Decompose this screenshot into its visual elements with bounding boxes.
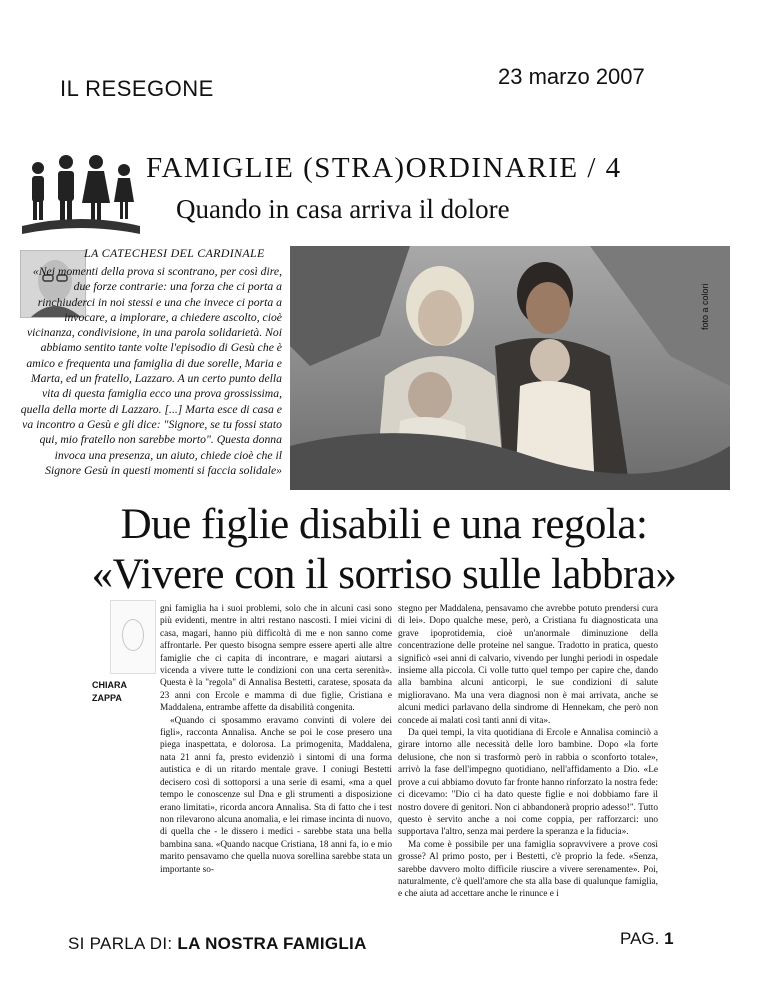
page-number-value: 1	[664, 929, 674, 948]
author-photo	[110, 600, 156, 674]
footer-topic	[68, 934, 367, 954]
author-last-name: ZAPPA	[92, 693, 122, 703]
article-paragraph: stegno per Maddalena, pensavamo che avrebbe potuto prendersi cura di lei». Dopo qualche mese, però, a Cristiana fu diagnosticata una grave ipoprotidemia, cioè un'anormale diminuzione della concentrazione delle proteine nel sangue. Tradotto in pratica, questo significò «sei anni di calvario, vivendo per lunghi periodi in ospedale insieme alla piccola. Ci volle tutto quel tempo per capire che, dando alla bambina alcuni anticorpi, le sue condizioni di salute miglioravano. Ma una vera diagnosi non è mai arrivata, anche se alcuni medici parlavano della sindrome di Hennekam, che però non concede ai malati così tanti anni di vita».	[398, 604, 658, 726]
article-column-1	[160, 603, 392, 876]
section-subtitle: Quando in casa arriva il dolore	[176, 194, 510, 224]
photo-credit: foto a colori	[700, 283, 710, 330]
family-logo-icon	[18, 152, 144, 238]
section-title: FAMIGLIE (STRA)ORDINARIE / 4	[146, 152, 622, 184]
article-paragraph: Da quei tempi, la vita quotidiana di Ercole e Annalisa cominciò a girare intorno alle necessità delle loro bambine. Dopo «la forte delusione, che non si trasformò però in rabbia o sconforto totale», arrivò la fase dell'impegno quotidiano, nell'affidamento a Dio. «Le prove a cui abbiamo dovuto far fronte hanno rinforzato la nostra fede: ci dicevamo: "Dio ci ha dato queste figlie e noi dobbiamo fare il nostro dovere di genitori. Non ci abbandonerà proprio adesso!". Tutto questo è servito anche a noi come coppia, per rafforzarci: uno supportava l'altro, senza mai perdere la speranza e la fiducia».	[398, 728, 658, 838]
publication-name: IL RESEGONE	[60, 76, 214, 101]
page-label: PAG.	[620, 929, 660, 948]
footer-prefix: SI PARLA DI:	[68, 934, 173, 953]
author-first-name: CHIARA	[92, 680, 127, 690]
author-name	[92, 679, 127, 705]
article-paragraph: Ma come è possibile per una famiglia sopravvivere a prove così grosse? Al primo posto, per i Bestetti, c'è proprio la fede. «Senza, sarebbe davvero molto difficile riuscire a vivere serenamente». Poi, naturalmente, c'è quell'amore che sta alla base di qualunque famiglia, e che aiuta ad accettare anche le rinunce e i	[398, 839, 658, 900]
headline-line-2: «Vivere con il sorriso sulle labbra»	[91, 551, 677, 598]
catechesi-quote: «Nei momenti della prova si scontrano, per così dire, due forze contrarie: una forza che ci porta a rinchiuderci in noi stessi e una che invece ci porta a invocare, a implorare, a chiedere ascolto, cioè vicinanza, condivisione, in una parola solidarietà. Noi abbiamo sentito tante volte l'episodio di Gesù che è amico e frequenta una famiglia di due sorelle, Maria e Marta, ed un fratello, Lazzaro. A un certo punto della vita di questa famiglia ecco una prova grossissima, quella della morte di Lazzaro. [...] Marta esce di casa e va incontro a Gesù e gli dice: "Signore, se tu fossi stato qui, mio fratello non sarebbe morto". Questa donna invoca una presenza, un aiuto, chiede cioè che il Signore Gesù in questi momenti si faccia solidale»	[20, 265, 282, 477]
catechesi-heading: LA CATECHESI DEL CARDINALE	[84, 246, 265, 260]
family-photo	[290, 246, 730, 490]
article-column-2	[398, 603, 658, 901]
article-paragraph: gni famiglia ha i suoi problemi, solo che in alcuni casi sono più evidenti, mentre in altri restano nascosti. I miei vicini di casa, magari, hanno più difficoltà di me e non sanno come affrontarle. Per questo bisogna sempre essere aperti alle altre famiglie che ci capita di incontrare, e magari aiutarsi a vicenda a vivere tutte le condizioni con una certa serenità». Questa è la "regola" di Annalisa Bestetti, caratese, sposata da 23 anni con Ercole e mamma di due figlie, Cristiana e Maddalena, entrambe affette da disabilità congenita.	[160, 604, 392, 714]
publication-date: 23 marzo 2007	[498, 64, 645, 89]
article-paragraph: «Quando ci sposammo eravamo convinti di volere dei figli», racconta Annalisa. Anche se poi le cose presero una piega inaspettata, e dolorosa. La primogenita, Maddalena, nata 21 anni fa, presto evidenziò i sintomi di una forma autistica e di un ritardo mentale grave. I coniugi Bestetti decisero così di sottoporsi a una serie di esami, «ma a quel tempo le conoscenze sul Dna e gli strumenti a disposizione erano limitati», ricorda ancora Annalisa. Sta di fatto che i test non rilevarono alcuna anomalia, e lei rimase incinta di nuovo, di quella che - le dissero i medici - sarebbe stata una bella bambina sana. «Quando nacque Cristiana, 18 anni fa, io e mio marito pensavamo che quella nuova sorellina sarebbe stata un importante so-	[160, 715, 392, 875]
headline-line-1: Due figlie disabili e una regola:	[120, 501, 648, 548]
footer-topic-name: LA NOSTRA FAMIGLIA	[177, 934, 367, 953]
page-number	[620, 929, 674, 949]
